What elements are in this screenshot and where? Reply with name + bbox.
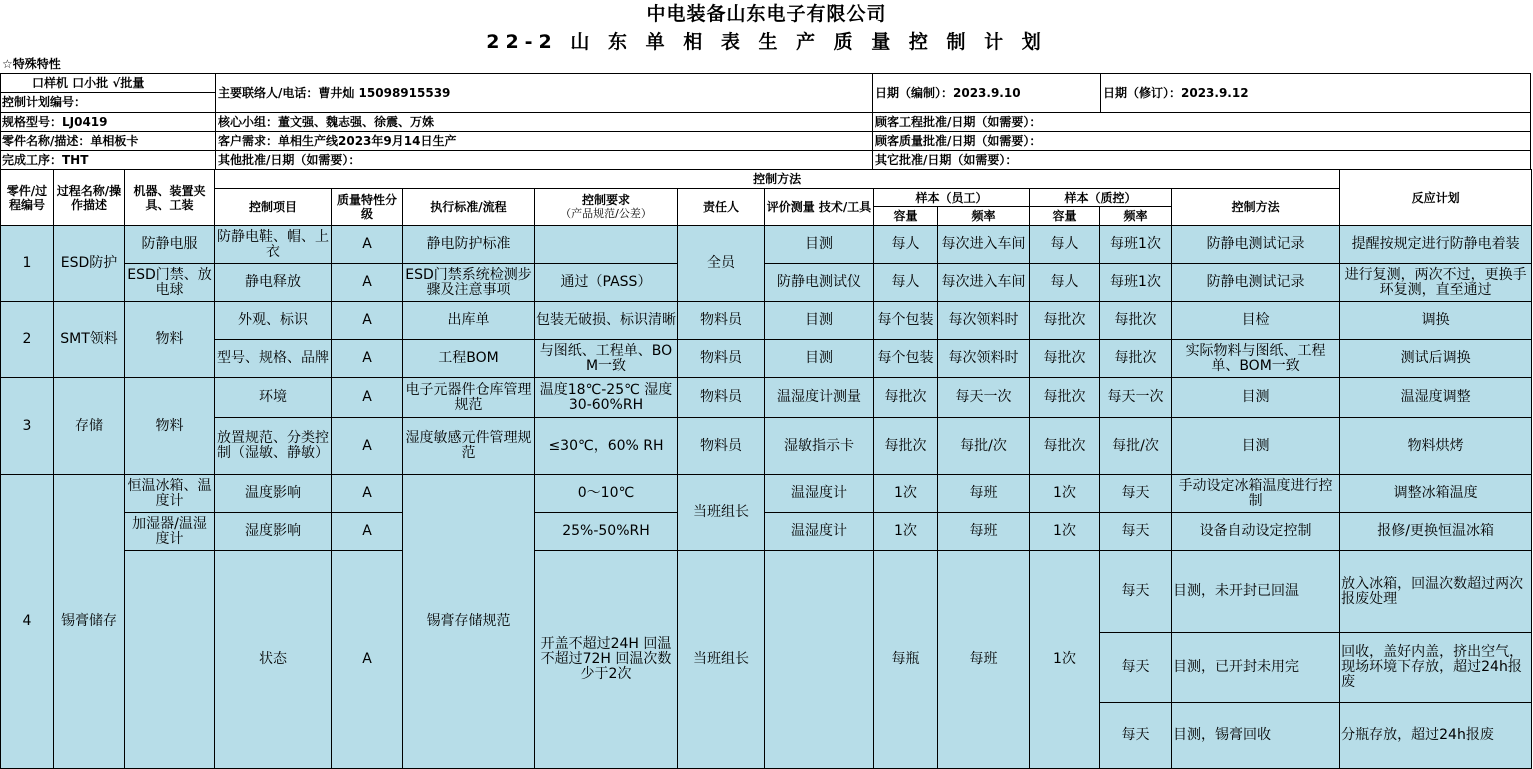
part-no-cell: 4 [1, 475, 54, 769]
capacity-qc-cell: 每人 [1030, 264, 1100, 302]
item-cell: 放置规范、分类控制（湿敏、静敏） [215, 418, 332, 475]
control-method-cell: 防静电测试记录 [1172, 226, 1340, 264]
part-name: 零件名称/描述：单相板卡 [2, 134, 139, 148]
grade-cell: A [332, 418, 403, 475]
capacity-qc-cell: 1次 [1030, 551, 1100, 769]
process-cell: ESD防护 [54, 226, 125, 302]
date-edit: 日期（编制）：2023.9.10 [875, 86, 1021, 100]
owner-cell: 物料员 [678, 378, 765, 418]
reaction-cell: 调整冰箱温度 [1340, 475, 1532, 513]
item-cell: 环境 [215, 378, 332, 418]
machine-cell: 防静电服 [125, 226, 215, 264]
part-no-cell: 1 [1, 226, 54, 302]
eval-cell: 目测 [765, 302, 874, 340]
date-revise: 日期（修订）：2023.9.12 [1103, 86, 1249, 100]
capacity-qc-cell: 每批次 [1030, 378, 1100, 418]
standard-cell: ESD门禁系统检测步骤及注意事项 [403, 264, 535, 302]
customer-quality-approval: 顾客质量批准/日期（如需要）： [875, 134, 1042, 148]
table-row [1, 551, 1532, 633]
col-control-item: 控制项目 [215, 189, 332, 226]
owner-cell: 物料员 [678, 340, 765, 378]
frequency-qc-cell: 每天 [1100, 551, 1172, 633]
company-title: 中电装备山东电子有限公司 [646, 3, 887, 25]
requirement-cell: 包装无破损、标识清晰 [535, 302, 678, 340]
owner-cell: 物料员 [678, 302, 765, 340]
capacity-qc-cell: 1次 [1030, 513, 1100, 551]
contact-person: 主要联络人/电话：曹井灿 15098915539 [218, 86, 451, 100]
control-method-cell: 目检 [1172, 302, 1340, 340]
frequency-staff-cell: 每次进入车间 [938, 226, 1030, 264]
capacity-staff-cell: 每人 [874, 226, 938, 264]
frequency-staff-cell: 每批/次 [938, 418, 1030, 475]
frequency-qc-cell: 每批次 [1100, 340, 1172, 378]
eval-cell: 温湿度计 [765, 513, 874, 551]
capacity-staff-cell: 1次 [874, 513, 938, 551]
grade-cell: A [332, 264, 403, 302]
frequency-qc-cell: 每天 [1100, 475, 1172, 513]
reaction-cell: 测试后调换 [1340, 340, 1532, 378]
capacity-staff-cell: 每批次 [874, 378, 938, 418]
frequency-qc-cell: 每班1次 [1100, 226, 1172, 264]
col-sample-qc: 样本（质控） [1030, 189, 1172, 207]
control-method-cell: 目测，未开封已回温 [1172, 551, 1340, 633]
eval-cell: 湿敏指示卡 [765, 418, 874, 475]
control-method-cell: 设备自动设定控制 [1172, 513, 1340, 551]
machine-cell: ESD门禁、放电球 [125, 264, 215, 302]
eval-cell: 温湿度计测量 [765, 378, 874, 418]
col-process-name: 过程名称/操作描述 [54, 170, 125, 226]
item-cell: 型号、规格、品牌 [215, 340, 332, 378]
requirement-cell: 开盖不超过24H 回温不超过72H 回温次数少于2次 [535, 551, 678, 769]
eval-cell: 目测 [765, 340, 874, 378]
owner-cell: 当班组长 [678, 551, 765, 769]
standard-cell: 工程BOM [403, 340, 535, 378]
col-frequency-qc: 频率 [1100, 207, 1172, 226]
part-no-cell: 3 [1, 378, 54, 475]
col-frequency-staff: 频率 [938, 207, 1030, 226]
table-row [1, 264, 1532, 302]
machine-cell: 物料 [125, 302, 215, 378]
capacity-qc-cell: 每批次 [1030, 418, 1100, 475]
table-row [1, 378, 1532, 418]
table-row [1, 475, 1532, 513]
control-method-cell: 实际物料与图纸、工程单、BOM一致 [1172, 340, 1340, 378]
capacity-staff-cell: 每批次 [874, 418, 938, 475]
eval-cell: 目测 [765, 226, 874, 264]
special-characteristic-label: ☆特殊特性 [2, 57, 61, 71]
grade-cell: A [332, 226, 403, 264]
control-method-cell: 目测，已开封未用完 [1172, 633, 1340, 703]
core-team: 核心小组：董文强、魏志强、徐震、万姝 [218, 115, 435, 129]
grade-cell: A [332, 378, 403, 418]
plan-number: 控制计划编号： [2, 95, 87, 109]
spec-model: 规格型号：LJ0419 [2, 115, 108, 129]
control-method-cell: 目测，锡膏回收 [1172, 703, 1340, 769]
reaction-cell: 分瓶存放，超过24h报废 [1340, 703, 1532, 769]
machine-cell: 物料 [125, 378, 215, 475]
machine-cell: 恒温冰箱、温度计 [125, 475, 215, 513]
standard-cell: 锡膏存储规范 [403, 475, 535, 769]
frequency-qc-cell: 每批次 [1100, 302, 1172, 340]
col-reaction-plan: 反应计划 [1340, 170, 1532, 226]
frequency-staff-cell: 每班 [938, 475, 1030, 513]
capacity-qc-cell: 每人 [1030, 226, 1100, 264]
item-cell: 湿度影响 [215, 513, 332, 551]
requirement-cell: 温度18℃-25℃ 湿度30-60%RH [535, 378, 678, 418]
reaction-cell: 物料烘烤 [1340, 418, 1532, 475]
reaction-cell: 提醒按规定进行防静电着装 [1340, 226, 1532, 264]
frequency-staff-cell: 每天一次 [938, 378, 1030, 418]
capacity-qc-cell: 每批次 [1030, 340, 1100, 378]
grade-cell: A [332, 302, 403, 340]
col-control-methods: 控制方法 [215, 170, 1340, 189]
control-method-cell: 目测 [1172, 378, 1340, 418]
reaction-cell: 放入冰箱，回温次数超过两次报废处理 [1340, 551, 1532, 633]
frequency-staff-cell: 每次领料时 [938, 302, 1030, 340]
grade-cell: A [332, 340, 403, 378]
item-cell: 防静电鞋、帽、上衣 [215, 226, 332, 264]
grade-cell: A [332, 513, 403, 551]
reaction-cell: 回收，盖好内盖，挤出空气，现场环境下存放，超过24h报废 [1340, 633, 1532, 703]
reaction-cell: 调换 [1340, 302, 1532, 340]
eval-cell: 温湿度计 [765, 475, 874, 513]
col-owner: 责任人 [678, 189, 765, 226]
capacity-staff-cell: 每个包装 [874, 340, 938, 378]
requirement-cell: 通过（PASS） [535, 264, 678, 302]
col-requirement [535, 189, 678, 226]
col-capacity-qc: 容量 [1030, 207, 1100, 226]
requirement-cell: ≤30℃，60% RH [535, 418, 678, 475]
table-row [1, 418, 1532, 475]
machine-cell [125, 551, 215, 769]
frequency-staff-cell: 每次领料时 [938, 340, 1030, 378]
capacity-staff-cell: 1次 [874, 475, 938, 513]
frequency-qc-cell: 每批/次 [1100, 418, 1172, 475]
frequency-qc-cell: 每班1次 [1100, 264, 1172, 302]
process-cell: 存储 [54, 378, 125, 475]
part-no-cell: 2 [1, 302, 54, 378]
capacity-staff-cell: 每个包装 [874, 302, 938, 340]
table-row [1, 513, 1532, 551]
col-standard: 执行标准/流程 [403, 189, 535, 226]
control-plan-table [0, 169, 1532, 769]
capacity-staff-cell: 每瓶 [874, 551, 938, 769]
stage-checkboxes: 口样机 口小批 √批量 [32, 76, 145, 90]
other-approval: 其他批准/日期（如需要）： [218, 153, 361, 167]
other-approval-2: 其它批准/日期（如需要）： [875, 153, 1018, 167]
frequency-qc-cell: 每天 [1100, 513, 1172, 551]
grade-cell: A [332, 551, 403, 769]
standard-cell: 湿度敏感元件管理规范 [403, 418, 535, 475]
col-requirement-sub: （产品规范/公差） [560, 207, 652, 220]
capacity-staff-cell: 每人 [874, 264, 938, 302]
col-machine: 机器、装置夹具、工装 [125, 170, 215, 226]
customer-requirement: 客户需求：单相生产线2023年9月14日生产 [218, 134, 457, 148]
grade-cell: A [332, 475, 403, 513]
standard-cell: 电子元器件仓库管理规范 [403, 378, 535, 418]
eval-cell: 防静电测试仪 [765, 264, 874, 302]
table-row [1, 340, 1532, 378]
col-requirement-main: 控制要求 [581, 193, 630, 207]
plan-title: 22-2 山 东 单 相 表 生 产 质 量 控 制 计 划 [486, 31, 1047, 53]
frequency-qc-cell: 每天 [1100, 633, 1172, 703]
control-method-cell: 目测 [1172, 418, 1340, 475]
col-part-no: 零件/过程编号 [1, 170, 54, 226]
process-cell: SMT领料 [54, 302, 125, 378]
requirement-cell: 与图纸、工程单、BOM一致 [535, 340, 678, 378]
frequency-qc-cell: 每天一次 [1100, 378, 1172, 418]
standard-cell: 静电防护标准 [403, 226, 535, 264]
requirement-cell [535, 226, 678, 264]
table-row [1, 302, 1532, 340]
machine-cell: 加湿器/温湿度计 [125, 513, 215, 551]
eval-cell [765, 551, 874, 769]
control-method-cell: 防静电测试记录 [1172, 264, 1340, 302]
requirement-cell: 0～10℃ [535, 475, 678, 513]
owner-cell: 物料员 [678, 418, 765, 475]
customer-engineering-approval: 顾客工程批准/日期（如需要）： [875, 115, 1042, 129]
reaction-cell: 进行复测，两次不过，更换手环复测，直至通过 [1340, 264, 1532, 302]
capacity-qc-cell: 1次 [1030, 475, 1100, 513]
item-cell: 状态 [215, 551, 332, 769]
item-cell: 静电释放 [215, 264, 332, 302]
col-sample-staff: 样本（员工） [874, 189, 1030, 207]
item-cell: 温度影响 [215, 475, 332, 513]
reaction-cell: 温湿度调整 [1340, 378, 1532, 418]
table-row [1, 226, 1532, 264]
col-quality-grade: 质量特性分级 [332, 189, 403, 226]
requirement-cell: 25%-50%RH [535, 513, 678, 551]
standard-cell: 出库单 [403, 302, 535, 340]
completed-process: 完成工序：THT [2, 153, 89, 167]
owner-cell: 当班组长 [678, 475, 765, 551]
item-cell: 外观、标识 [215, 302, 332, 340]
col-capacity-staff: 容量 [874, 207, 938, 226]
col-eval: 评价测量 技术/工具 [765, 189, 874, 226]
process-cell: 锡膏储存 [54, 475, 125, 769]
frequency-staff-cell: 每班 [938, 551, 1030, 769]
control-method-cell: 手动设定冰箱温度进行控制 [1172, 475, 1340, 513]
frequency-staff-cell: 每次进入车间 [938, 264, 1030, 302]
reaction-cell: 报修/更换恒温冰箱 [1340, 513, 1532, 551]
capacity-qc-cell: 每批次 [1030, 302, 1100, 340]
col-control-method: 控制方法 [1172, 189, 1340, 226]
frequency-qc-cell: 每天 [1100, 703, 1172, 769]
owner-cell: 全员 [678, 226, 765, 302]
frequency-staff-cell: 每班 [938, 513, 1030, 551]
